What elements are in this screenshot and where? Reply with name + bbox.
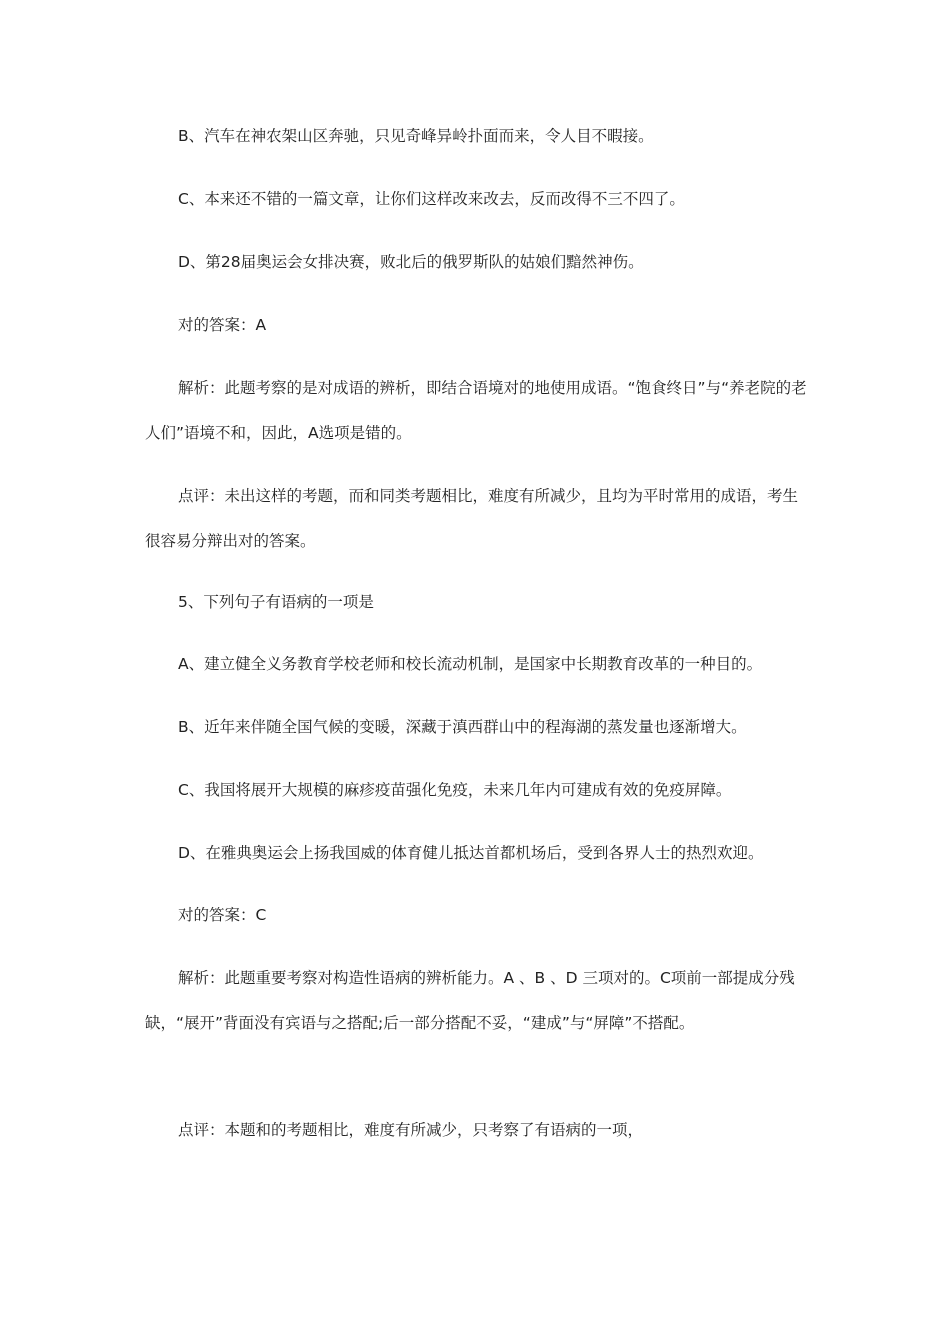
paragraph-answer: 对的答案：A <box>178 316 267 334</box>
paragraph-q5-analysis: 解析：此题重要考察对构造性语病的辨析能力。A 、B 、D 三项对的。C项前一部提成分残缺，“展开”背面没有宾语与之搭配;后一部分搭配不妥，“建成”与“屏障”不搭配。 <box>145 969 795 1032</box>
paragraph-question-5: 5、下列句子有语病的一项是 <box>178 593 374 611</box>
paragraph-analysis: 解析：此题考察的是对成语的辨析，即结合语境对的地使用成语。“饱食终日”与“养老院的老人们”语境不和，因此，A选项是错的。 <box>145 379 807 442</box>
paragraph-q5-option-c: C、我国将展开大规模的麻疹疫苗强化免疫，未来几年内可建成有效的免疫屏障。 <box>178 781 732 799</box>
paragraph-q5-option-d: D、在雅典奥运会上扬我国威的体育健儿抵达首都机场后，受到各界人士的热烈欢迎。 <box>178 844 764 862</box>
paragraph-comment: 点评：未出这样的考题，而和同类考题相比，难度有所减少，且均为平时常用的成语，考生很容易分辩出对的答案。 <box>145 487 799 550</box>
paragraph-q5-answer: 对的答案：C <box>178 906 267 924</box>
paragraph-q5-comment: 点评：本题和的考题相比，难度有所减少，只考察了有语病的一项， <box>178 1121 644 1139</box>
paragraph-option-c: C、本来还不错的一篇文章，让你们这样改来改去，反而改得不三不四了。 <box>178 190 685 208</box>
paragraph-q5-option-b: B、近年来伴随全国气候的变暖，深藏于滇西群山中的程海湖的蒸发量也逐渐增大。 <box>178 718 747 736</box>
paragraph-q5-option-a: A、建立健全义务教育学校老师和校长流动机制，是国家中长期教育改革的一种目的。 <box>178 655 763 673</box>
paragraph-option-b: B、汽车在神农架山区奔驰，只见奇峰异岭扑面而来，令人目不暇接。 <box>178 127 654 145</box>
paragraph-option-d: D、第28届奥运会女排决赛，败北后的俄罗斯队的姑娘们黯然神伤。 <box>178 253 644 271</box>
